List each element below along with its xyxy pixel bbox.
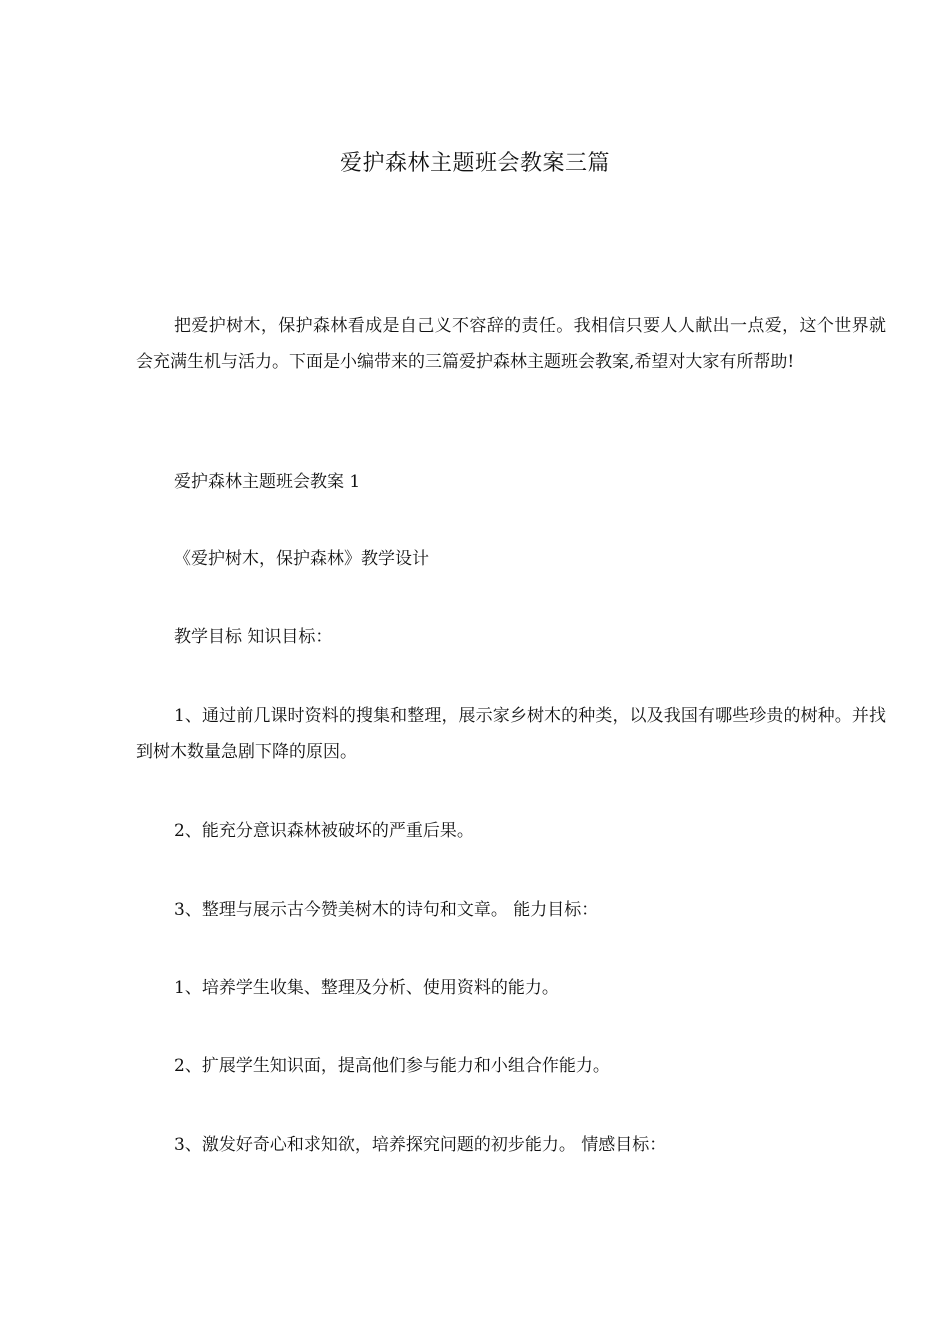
list-item: 2、扩展学生知识面，提高他们参与能力和小组合作能力。 — [174, 1056, 610, 1076]
list-item: 1、培养学生收集、整理及分析、使用资料的能力。 — [174, 978, 559, 998]
list-item: 1、通过前几课时资料的搜集和整理，展示家乡树木的种类，以及我国有哪些珍贵的树种。并找到树木数量急剧下降的原因。 — [136, 706, 886, 762]
goals-heading: 教学目标 知识目标： — [174, 627, 333, 647]
section-heading: 爱护森林主题班会教案 1 — [174, 472, 361, 492]
list-item: 3、激发好奇心和求知欲，培养探究问题的初步能力。 情感目标： — [174, 1135, 667, 1155]
list-item: 2、能充分意识森林被破坏的严重后果。 — [174, 821, 474, 841]
list-item: 3、整理与展示古今赞美树木的诗句和文章。 能力目标： — [174, 900, 599, 920]
design-title: 《爱护树木，保护森林》教学设计 — [174, 549, 429, 569]
document-title: 爱护森林主题班会教案三篇 — [339, 151, 610, 176]
intro-paragraph: 把爱护树木，保护森林看成是自己义不容辞的责任。我相信只要人人献出一点爱，这个世界就会充满生机与活力。下面是小编带来的三篇爱护森林主题班会教案,希望对大家有所帮助! — [136, 316, 886, 372]
